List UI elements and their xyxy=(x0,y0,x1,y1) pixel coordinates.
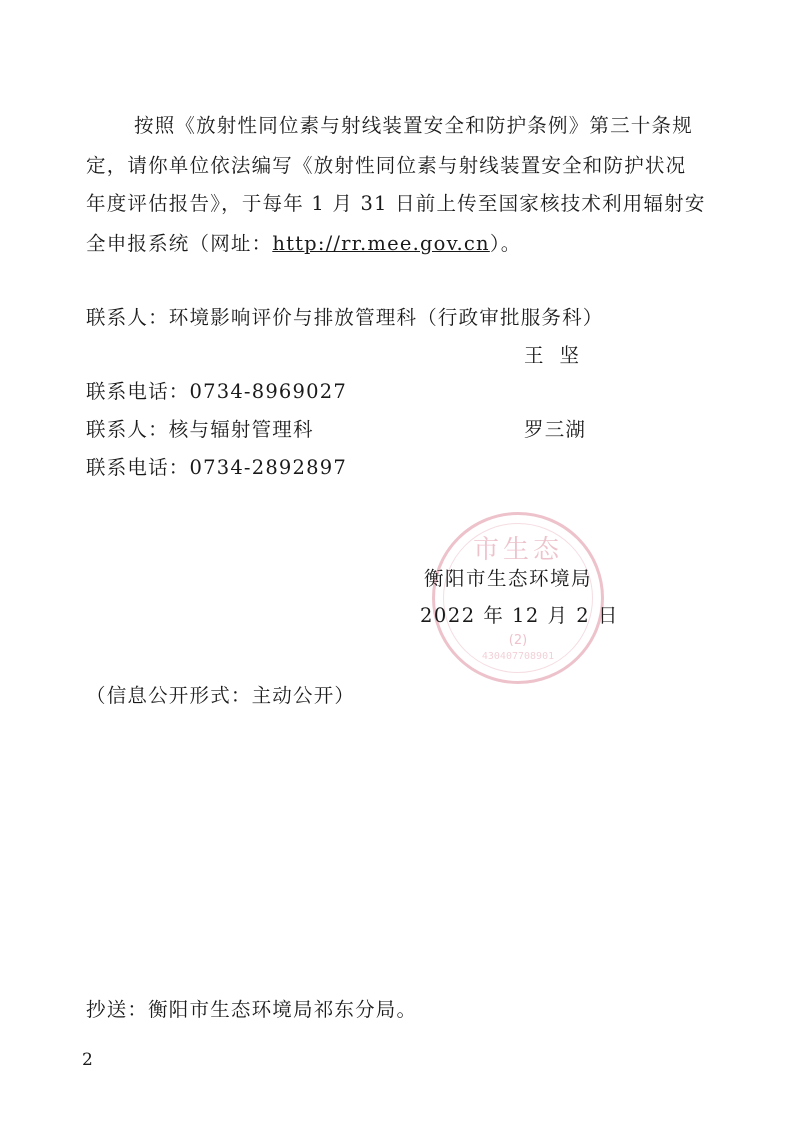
paragraph-line-4 xyxy=(86,228,521,256)
url-prefix: 全申报系统（网址： xyxy=(86,232,273,255)
contact-2-name: 罗三湖 xyxy=(524,418,587,441)
signature-org: 衡阳市生态环境局 xyxy=(424,567,593,590)
page-number: 2 xyxy=(82,1050,93,1070)
seal-text: 市生态 xyxy=(472,535,563,565)
contact-2-label: 联系人：核与辐射管理科 xyxy=(86,418,314,441)
paragraph-line-3: 年度评估报告》，于每年 1 月 31 日前上传至国家核技术利用辐射安 xyxy=(86,192,706,215)
seal-code: 430407708901 xyxy=(481,651,555,662)
cc-line: 抄送：衡阳市生态环境局祁东分局。 xyxy=(86,998,418,1021)
url-suffix: ）。 xyxy=(489,232,522,255)
signature-date: 2022 年 12 月 2 日 xyxy=(420,604,619,627)
official-seal xyxy=(432,512,604,684)
contact-1-label: 联系人：环境影响评价与排放管理科（行政审批服务科） xyxy=(86,306,604,329)
seal-number: (2) xyxy=(508,633,528,648)
contact-1-phone: 联系电话：0734-8969027 xyxy=(86,380,347,403)
contact-2-phone: 联系电话：0734-2892897 xyxy=(86,456,347,479)
disclosure-note: （信息公开形式：主动公开） xyxy=(86,684,356,707)
website-link[interactable]: http://rr.mee.gov.cn xyxy=(272,232,490,255)
paragraph-line-2: 定，请你单位依法编写《放射性同位素与射线装置安全和防护状况 xyxy=(86,154,687,177)
contact-1-name: 王 坚 xyxy=(524,344,581,367)
paragraph-line-1: 按照《放射性同位素与射线装置安全和防护条例》第三十条规 xyxy=(134,114,693,137)
